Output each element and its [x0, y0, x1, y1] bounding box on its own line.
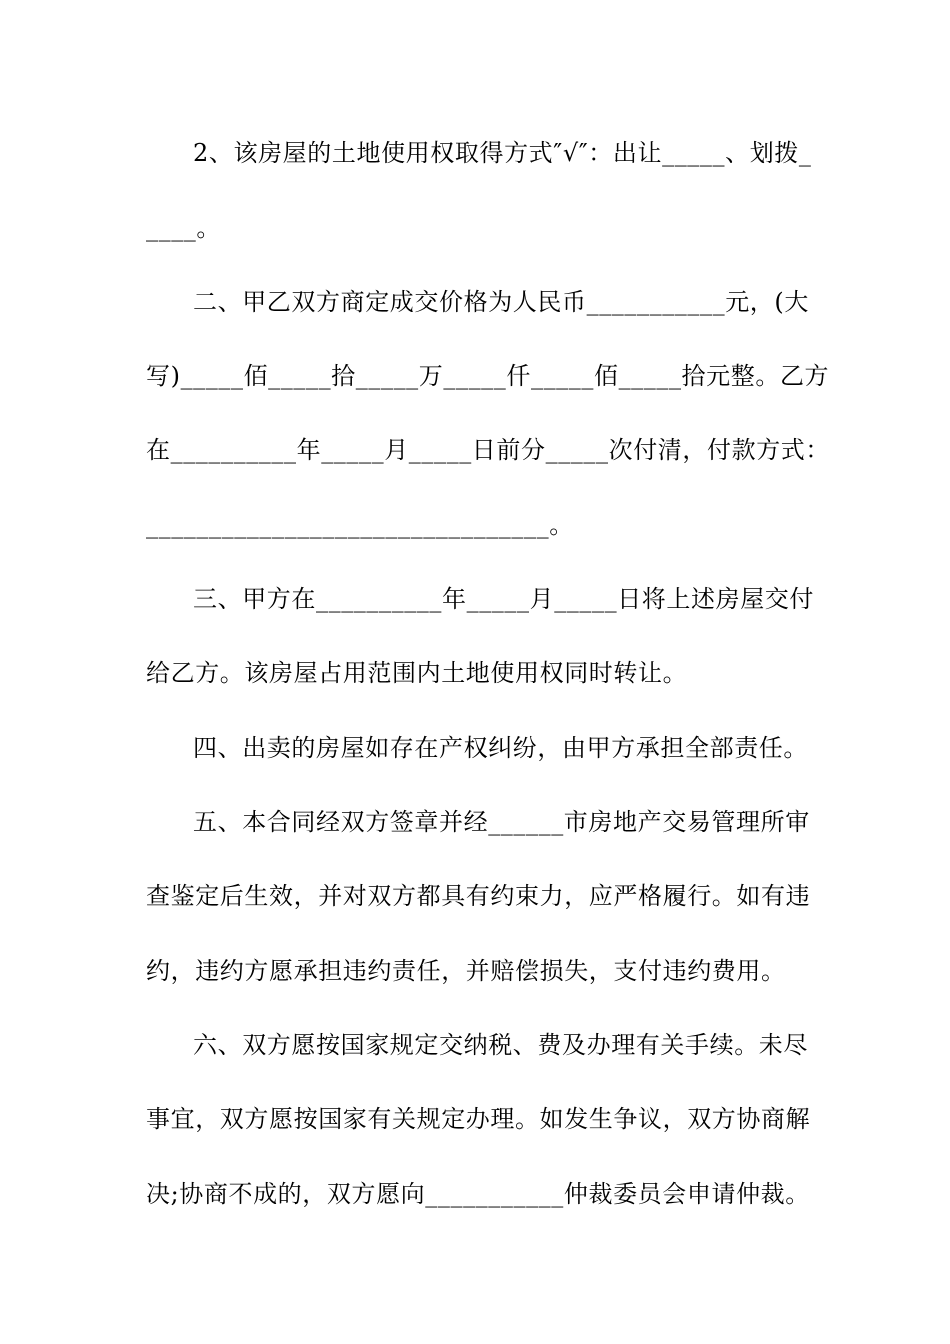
clause-two-line-2: 写)_____佰_____拾_____万_____仟_____佰_____拾元整。乙方 — [146, 362, 830, 390]
clause-2-line-2: ____。 — [146, 214, 221, 242]
clause-two-line-4: ________________________________。 — [146, 511, 574, 539]
clause-five-line-1: 五、本合同经双方签章并经______市房地产交易管理所审 — [193, 808, 810, 836]
clause-six-line-2: 事宜，双方愿按国家有关规定办理。如发生争议，双方协商解 — [146, 1105, 811, 1133]
clause-three-line-2: 给乙方。该房屋占用范围内土地使用权同时转让。 — [146, 659, 688, 687]
clause-2-line-1: 2、该房屋的土地使用权取得方式″√″：出让_____、划拨_ — [193, 139, 812, 167]
clause-two-line-3: 在__________年_____月_____日前分_____次付清，付款方式： — [146, 436, 830, 464]
clause-five-line-2: 查鉴定后生效，并对双方都具有约束力，应严格履行。如有违 — [146, 882, 811, 910]
clause-three-line-1: 三、甲方在__________年_____月_____日将上述房屋交付 — [193, 585, 814, 613]
clause-four-line-1: 四、出卖的房屋如存在产权纠纷，由甲方承担全部责任。 — [193, 734, 808, 762]
clause-two-line-1: 二、甲乙双方商定成交价格为人民币___________元，(大 — [193, 288, 809, 316]
clause-six-line-3: 决;协商不成的，双方愿向___________仲裁委员会申请仲裁。 — [146, 1180, 810, 1208]
clause-five-line-3: 约，违约方愿承担违约责任，并赔偿损失，支付违约费用。 — [146, 957, 786, 985]
clause-six-line-1: 六、双方愿按国家规定交纳税、费及办理有关手续。未尽 — [193, 1031, 808, 1059]
